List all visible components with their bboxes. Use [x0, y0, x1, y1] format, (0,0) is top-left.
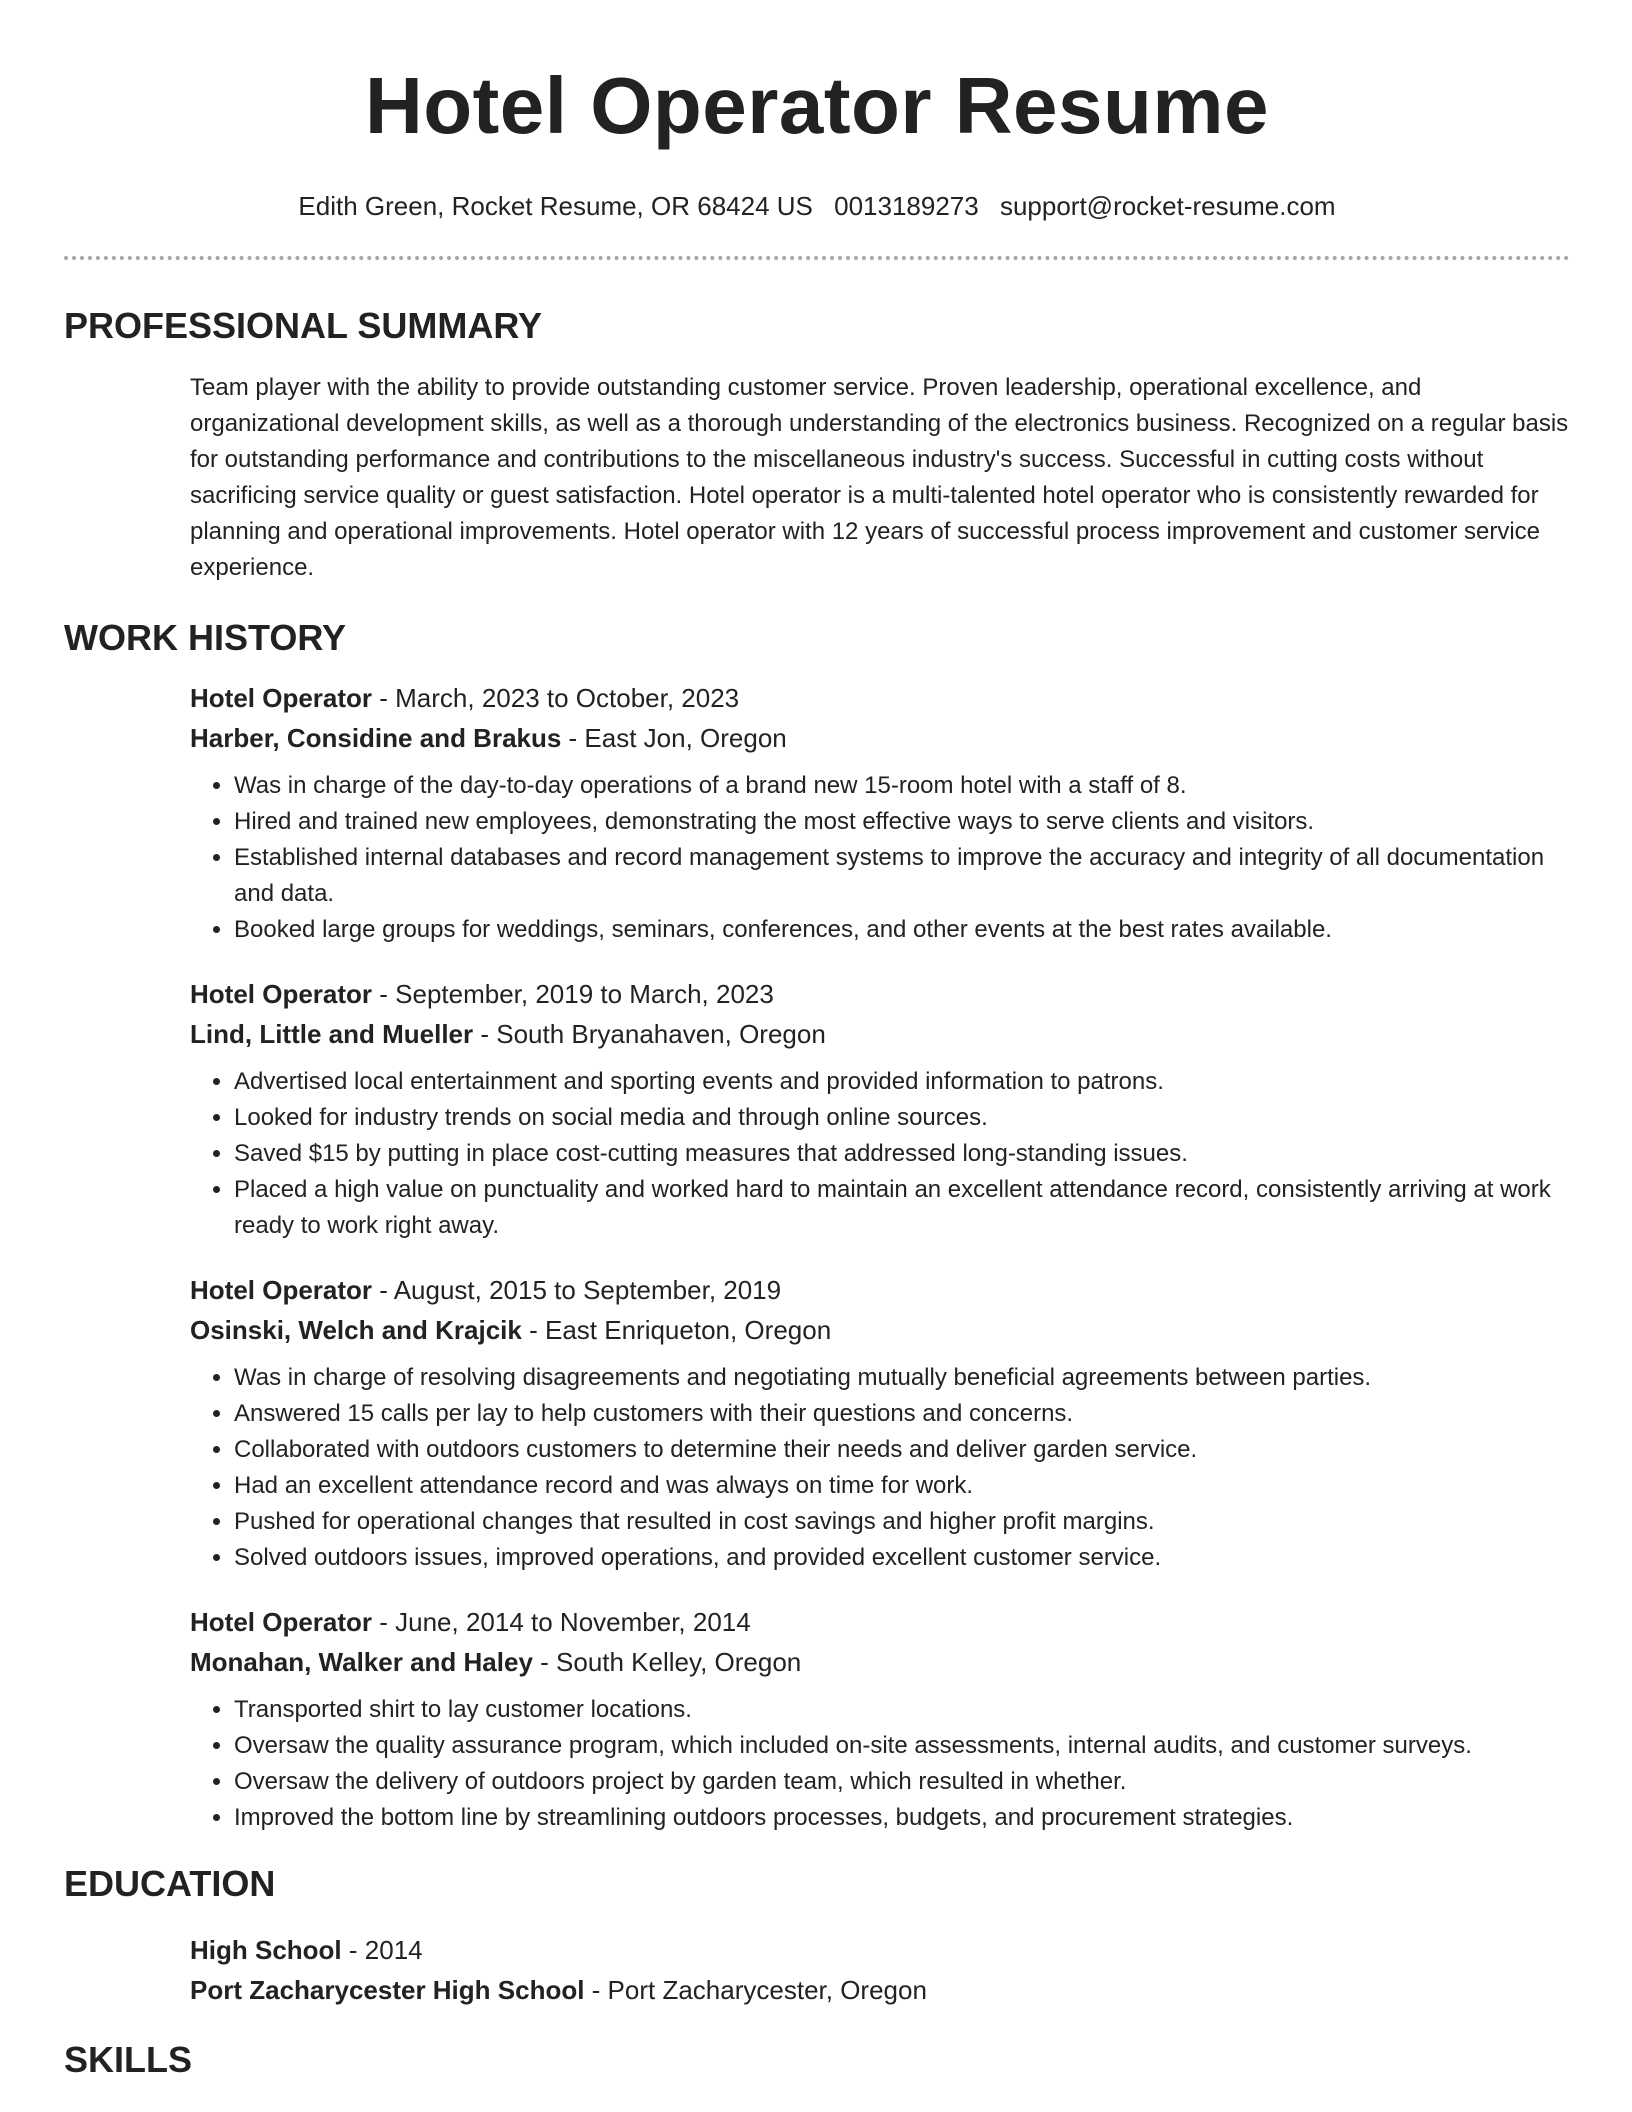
job-bullet: • Was in charge of the day-to-day operations of a brand new 15-room hotel with a staff of 8. [234, 768, 1570, 804]
job-bullet: • Established internal databases and record management systems to improve the accuracy and integrity of all documentation and data. [234, 840, 1570, 912]
job-title: Hotel Operator [190, 979, 373, 1009]
job-title-line [190, 1602, 1570, 1642]
page-title: Hotel Operator Resume [364, 61, 1270, 150]
job-location: - South Kelley, Oregon [532, 1647, 802, 1677]
job-bullet: • Improved the bottom line by streamlining outdoors processes, budgets, and procurement strategies. [234, 1800, 1570, 1836]
job-bullet: • Hired and trained new employees, demonstrating the most effective ways to serve clients and visitors. [234, 804, 1570, 840]
education-heading: EDUCATION [64, 1863, 276, 1904]
job-bullet: • Booked large groups for weddings, seminars, conferences, and other events at the best rates available. [234, 912, 1570, 948]
education-school: Port Zacharycester High School [190, 1975, 585, 2005]
job-bullets [190, 1692, 1570, 1836]
job-bullet: • Was in charge of resolving disagreements and negotiating mutually beneficial agreements between parties. [234, 1360, 1570, 1396]
job-bullet: • Looked for industry trends on social media and through online sources. [234, 1100, 1570, 1136]
education-degree-line [190, 1930, 1570, 1970]
contact-address: Edith Green, Rocket Resume, OR 68424 US [298, 191, 813, 221]
job-dates: - September, 2019 to March, 2023 [372, 979, 774, 1009]
job-bullet: • Collaborated with outdoors customers to determine their needs and deliver garden service. [234, 1432, 1570, 1468]
job-title: Hotel Operator [190, 683, 373, 713]
job-bullet: • Solved outdoors issues, improved operations, and provided excellent customer service. [234, 1540, 1570, 1576]
job-dates: - June, 2014 to November, 2014 [372, 1607, 751, 1637]
job-company-line [190, 718, 1570, 758]
job-bullet: • Pushed for operational changes that resulted in cost savings and higher profit margins. [234, 1504, 1570, 1540]
resume-page [64, 0, 1570, 2082]
job-bullets [190, 768, 1570, 948]
job-location: - South Bryanahaven, Oregon [473, 1019, 826, 1049]
job-title-line [190, 974, 1570, 1014]
job-location: - East Enriqueton, Oregon [521, 1315, 832, 1345]
education-year: - 2014 [341, 1935, 423, 1965]
skills-heading: SKILLS [64, 2039, 193, 2080]
job-company: Harber, Considine and Brakus [190, 723, 562, 753]
job-entry [190, 1270, 1570, 1576]
education-school-line [190, 1970, 1570, 2010]
job-dates: - March, 2023 to October, 2023 [372, 683, 740, 713]
work-history-heading: WORK HISTORY [64, 617, 347, 658]
job-company-line [190, 1642, 1570, 1682]
education-entry [190, 1930, 1570, 2010]
job-title-line [190, 678, 1570, 718]
job-location: - East Jon, Oregon [561, 723, 787, 753]
job-entry [190, 678, 1570, 948]
job-dates: - August, 2015 to September, 2019 [372, 1275, 782, 1305]
job-bullet: • Oversaw the quality assurance program, which included on-site assessments, internal audits, and customer surveys. [234, 1728, 1570, 1764]
job-company-line [190, 1310, 1570, 1350]
job-company-line [190, 1014, 1570, 1054]
job-bullet: • Oversaw the delivery of outdoors project by garden team, which resulted in whether. [234, 1764, 1570, 1800]
job-bullets [190, 1360, 1570, 1576]
education-degree: High School [190, 1935, 342, 1965]
job-company: Osinski, Welch and Krajcik [190, 1315, 522, 1345]
job-company: Lind, Little and Mueller [190, 1019, 474, 1049]
job-title: Hotel Operator [190, 1275, 373, 1305]
job-entry [190, 1602, 1570, 1836]
job-title: Hotel Operator [190, 1607, 373, 1637]
summary-heading: PROFESSIONAL SUMMARY [64, 305, 543, 346]
header-divider [64, 256, 1570, 260]
job-company: Monahan, Walker and Haley [190, 1647, 533, 1677]
education-location: - Port Zacharycester, Oregon [584, 1975, 927, 2005]
job-bullet: • Transported shirt to lay customer locations. [234, 1692, 1570, 1728]
job-title-line [190, 1270, 1570, 1310]
job-bullet: • Placed a high value on punctuality and worked hard to maintain an excellent attendance record, consistently arriving at work ready to work right away. [234, 1172, 1570, 1244]
contact-line [64, 190, 1570, 222]
job-bullet: • Advertised local entertainment and sporting events and provided information to patrons. [234, 1064, 1570, 1100]
job-bullet: • Had an excellent attendance record and was always on time for work. [234, 1468, 1570, 1504]
job-bullets [190, 1064, 1570, 1244]
job-bullet: • Saved $15 by putting in place cost-cutting measures that addressed long-standing issues. [234, 1136, 1570, 1172]
contact-phone: 0013189273 [834, 191, 979, 221]
job-bullet: • Answered 15 calls per lay to help customers with their questions and concerns. [234, 1396, 1570, 1432]
job-entry [190, 974, 1570, 1244]
contact-email: support@rocket-resume.com [999, 191, 1336, 221]
summary-text: Team player with the ability to provide outstanding customer service. Proven leadership, operational excellence, and organizational development skills, as well as a thorough understanding of the electronics business. Recognized on a regular basis for outstanding performance and contributions to the miscellaneous industry's success. Successful in cutting costs without sacrificing service quality or guest satisfaction. Hotel operator is a multi-talented hotel operator who is consistently rewarded for planning and operational improvements. Hotel operator with 12 years of successful process improvement and customer service experience. [190, 374, 1569, 581]
